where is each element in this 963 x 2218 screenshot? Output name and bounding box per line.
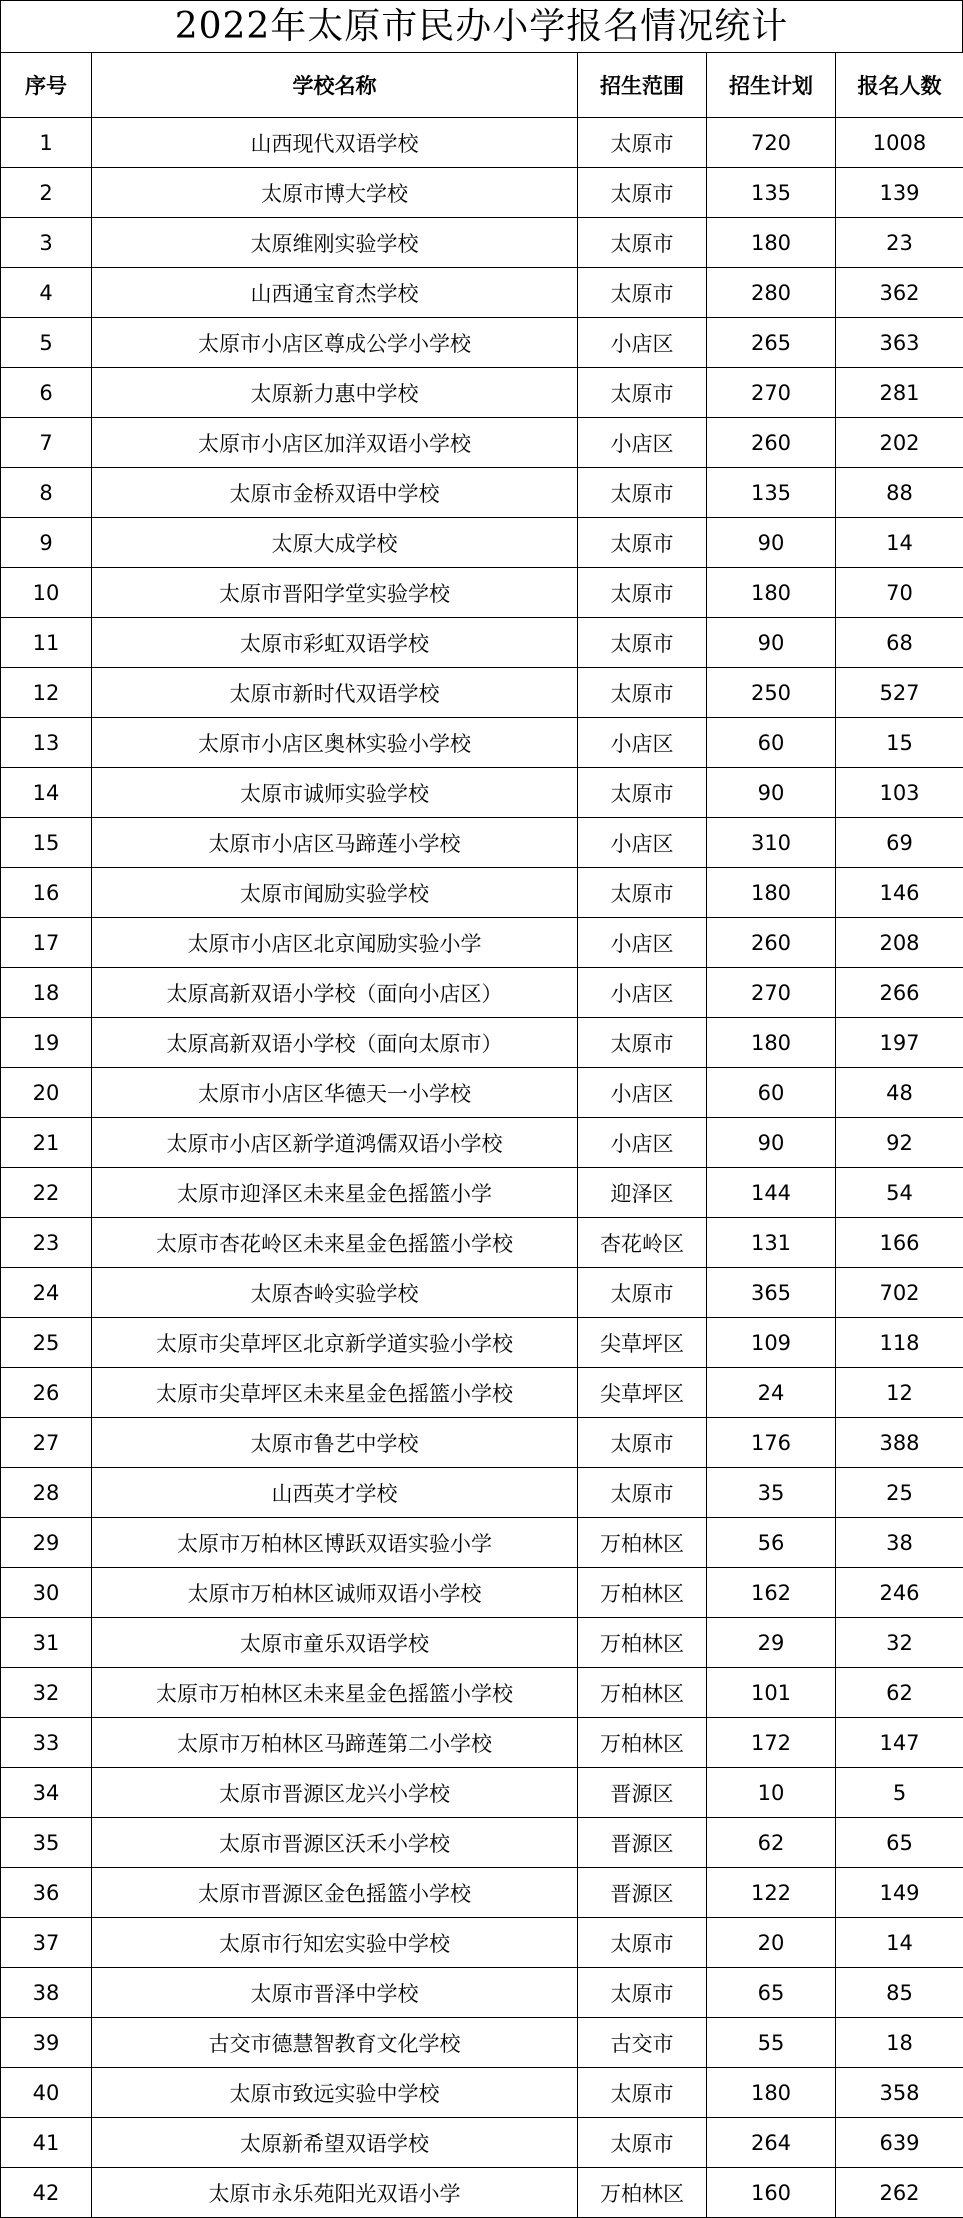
applicant-count-cell: 103 [836, 768, 963, 818]
row-no-cell: 27 [1, 1418, 92, 1468]
table-row [1, 1118, 963, 1168]
table-row [1, 2118, 963, 2168]
enrollment-plan-cell: 180 [707, 2068, 836, 2118]
school-name-cell: 太原高新双语小学校（面向太原市） [92, 1018, 578, 1068]
table-row [1, 1018, 963, 1068]
enrollment-plan-cell: 250 [707, 668, 836, 718]
enrollment-range-cell: 万柏林区 [578, 1518, 707, 1568]
enrollment-range-cell: 太原市 [578, 1918, 707, 1968]
table-row [1, 218, 963, 268]
table-row [1, 1568, 963, 1618]
table-row [1, 318, 963, 368]
enrollment-plan-cell: 122 [707, 1868, 836, 1918]
applicant-count-cell: 68 [836, 618, 963, 668]
row-no-cell: 30 [1, 1568, 92, 1618]
applicant-count-cell: 702 [836, 1268, 963, 1318]
school-name-cell: 太原维刚实验学校 [92, 218, 578, 268]
applicant-count-cell: 32 [836, 1618, 963, 1668]
enrollment-plan-cell: 270 [707, 368, 836, 418]
row-no-cell: 29 [1, 1518, 92, 1568]
row-no-cell: 42 [1, 2168, 92, 2218]
applicant-count-cell: 14 [836, 518, 963, 568]
row-no-cell: 17 [1, 918, 92, 968]
applicant-count-cell: 262 [836, 2168, 963, 2218]
table-row [1, 618, 963, 668]
table-row [1, 1618, 963, 1668]
enrollment-plan-cell: 172 [707, 1718, 836, 1768]
table-row [1, 1368, 963, 1418]
table-row [1, 668, 963, 718]
header-no: 序号 [1, 53, 92, 118]
school-name-cell: 太原市小店区马蹄莲小学校 [92, 818, 578, 868]
applicant-count-cell: 92 [836, 1118, 963, 1168]
enrollment-range-cell: 尖草坪区 [578, 1368, 707, 1418]
applicant-count-cell: 166 [836, 1218, 963, 1268]
enrollment-range-cell: 太原市 [578, 1018, 707, 1068]
table-row [1, 1318, 963, 1368]
row-no-cell: 23 [1, 1218, 92, 1268]
school-name-cell: 太原市万柏林区未来星金色摇篮小学校 [92, 1668, 578, 1718]
school-name-cell: 太原市闻励实验学校 [92, 868, 578, 918]
applicant-count-cell: 118 [836, 1318, 963, 1368]
enrollment-range-cell: 万柏林区 [578, 1718, 707, 1768]
row-no-cell: 22 [1, 1168, 92, 1218]
enrollment-range-cell: 太原市 [578, 118, 707, 168]
school-name-cell: 太原市迎泽区未来星金色摇篮小学 [92, 1168, 578, 1218]
school-name-cell: 太原市新时代双语学校 [92, 668, 578, 718]
table-row [1, 1268, 963, 1318]
enrollment-range-cell: 杏花岭区 [578, 1218, 707, 1268]
enrollment-range-cell: 万柏林区 [578, 1668, 707, 1718]
enrollment-plan-cell: 60 [707, 718, 836, 768]
enrollment-plan-cell: 24 [707, 1368, 836, 1418]
enrollment-plan-cell: 260 [707, 418, 836, 468]
enrollment-range-cell: 小店区 [578, 1068, 707, 1118]
enrollment-range-cell: 太原市 [578, 618, 707, 668]
row-no-cell: 7 [1, 418, 92, 468]
applicant-count-cell: 5 [836, 1768, 963, 1818]
enrollment-range-cell: 太原市 [578, 1418, 707, 1468]
applicant-count-cell: 246 [836, 1568, 963, 1618]
applicant-count-cell: 266 [836, 968, 963, 1018]
row-no-cell: 3 [1, 218, 92, 268]
table-row [1, 368, 963, 418]
applicant-count-cell: 62 [836, 1668, 963, 1718]
enrollment-range-cell: 万柏林区 [578, 1568, 707, 1618]
enrollment-plan-cell: 310 [707, 818, 836, 868]
enrollment-range-cell: 小店区 [578, 968, 707, 1018]
school-name-cell: 太原市金桥双语中学校 [92, 468, 578, 518]
row-no-cell: 35 [1, 1818, 92, 1868]
enrollment-plan-cell: 90 [707, 518, 836, 568]
school-name-cell: 太原新希望双语学校 [92, 2118, 578, 2168]
row-no-cell: 33 [1, 1718, 92, 1768]
applicant-count-cell: 18 [836, 2018, 963, 2068]
header-enrollment-range: 招生范围 [578, 53, 707, 118]
table-row [1, 1668, 963, 1718]
row-no-cell: 12 [1, 668, 92, 718]
school-name-cell: 太原市诚师实验学校 [92, 768, 578, 818]
enrollment-plan-cell: 60 [707, 1068, 836, 1118]
enrollment-range-cell: 太原市 [578, 168, 707, 218]
header-school-name: 学校名称 [92, 53, 578, 118]
school-name-cell: 太原市小店区北京闻励实验小学 [92, 918, 578, 968]
enrollment-plan-cell: 90 [707, 1118, 836, 1168]
enrollment-range-cell: 小店区 [578, 318, 707, 368]
enrollment-plan-cell: 55 [707, 2018, 836, 2068]
table-row [1, 568, 963, 618]
enrollment-plan-cell: 365 [707, 1268, 836, 1318]
applicant-count-cell: 54 [836, 1168, 963, 1218]
table-row [1, 968, 963, 1018]
row-no-cell: 25 [1, 1318, 92, 1368]
row-no-cell: 16 [1, 868, 92, 918]
enrollment-range-cell: 太原市 [578, 568, 707, 618]
applicant-count-cell: 197 [836, 1018, 963, 1068]
school-name-cell: 太原市行知宏实验中学校 [92, 1918, 578, 1968]
enrollment-range-cell: 太原市 [578, 768, 707, 818]
row-no-cell: 21 [1, 1118, 92, 1168]
applicant-count-cell: 147 [836, 1718, 963, 1768]
row-no-cell: 36 [1, 1868, 92, 1918]
school-name-cell: 太原市博大学校 [92, 168, 578, 218]
enrollment-plan-cell: 56 [707, 1518, 836, 1568]
school-name-cell: 太原市小店区新学道鸿儒双语小学校 [92, 1118, 578, 1168]
school-name-cell: 太原市鲁艺中学校 [92, 1418, 578, 1468]
row-no-cell: 9 [1, 518, 92, 568]
enrollment-range-cell: 太原市 [578, 1968, 707, 2018]
school-name-cell: 山西英才学校 [92, 1468, 578, 1518]
table-row [1, 1518, 963, 1568]
applicant-count-cell: 88 [836, 468, 963, 518]
applicant-count-cell: 12 [836, 1368, 963, 1418]
applicant-count-cell: 70 [836, 568, 963, 618]
school-name-cell: 太原市晋源区金色摇篮小学校 [92, 1868, 578, 1918]
table-row [1, 268, 963, 318]
enrollment-range-cell: 晋源区 [578, 1818, 707, 1868]
enrollment-plan-cell: 90 [707, 768, 836, 818]
applicant-count-cell: 14 [836, 1918, 963, 1968]
school-name-cell: 太原市晋泽中学校 [92, 1968, 578, 2018]
applicant-count-cell: 202 [836, 418, 963, 468]
table-row [1, 2168, 963, 2218]
table-row [1, 418, 963, 468]
school-name-cell: 太原市小店区尊成公学小学校 [92, 318, 578, 368]
school-name-cell: 太原市童乐双语学校 [92, 1618, 578, 1668]
enrollment-plan-cell: 35 [707, 1468, 836, 1518]
enrollment-range-cell: 晋源区 [578, 1768, 707, 1818]
school-name-cell: 太原市晋源区沃禾小学校 [92, 1818, 578, 1868]
row-no-cell: 34 [1, 1768, 92, 1818]
enrollment-range-cell: 太原市 [578, 468, 707, 518]
enrollment-plan-cell: 720 [707, 118, 836, 168]
enrollment-range-cell: 古交市 [578, 2018, 707, 2068]
table-row [1, 1818, 963, 1868]
applicant-count-cell: 69 [836, 818, 963, 868]
school-name-cell: 太原高新双语小学校（面向小店区） [92, 968, 578, 1018]
table-row [1, 1968, 963, 2018]
applicant-count-cell: 25 [836, 1468, 963, 1518]
applicant-count-cell: 363 [836, 318, 963, 368]
enrollment-plan-cell: 265 [707, 318, 836, 368]
table-row [1, 1218, 963, 1268]
enrollment-range-cell: 小店区 [578, 418, 707, 468]
row-no-cell: 39 [1, 2018, 92, 2068]
table-row [1, 868, 963, 918]
row-no-cell: 41 [1, 2118, 92, 2168]
enrollment-range-cell: 太原市 [578, 868, 707, 918]
table-row [1, 1168, 963, 1218]
enrollment-range-cell: 太原市 [578, 2068, 707, 2118]
table-row [1, 768, 963, 818]
enrollment-plan-cell: 109 [707, 1318, 836, 1368]
enrollment-range-cell: 万柏林区 [578, 2168, 707, 2218]
table-row [1, 2018, 963, 2068]
enrollment-range-cell: 小店区 [578, 1118, 707, 1168]
school-name-cell: 太原市晋阳学堂实验学校 [92, 568, 578, 618]
enrollment-range-cell: 迎泽区 [578, 1168, 707, 1218]
table-row [1, 2068, 963, 2118]
applicant-count-cell: 1008 [836, 118, 963, 168]
enrollment-plan-cell: 131 [707, 1218, 836, 1268]
enrollment-range-cell: 万柏林区 [578, 1618, 707, 1668]
table-row [1, 1468, 963, 1518]
table-row [1, 818, 963, 868]
enrollment-plan-cell: 180 [707, 218, 836, 268]
school-name-cell: 太原市彩虹双语学校 [92, 618, 578, 668]
applicant-count-cell: 15 [836, 718, 963, 768]
enrollment-plan-cell: 90 [707, 618, 836, 668]
school-name-cell: 太原市万柏林区马蹄莲第二小学校 [92, 1718, 578, 1768]
school-name-cell: 太原杏岭实验学校 [92, 1268, 578, 1318]
table-row [1, 718, 963, 768]
enrollment-plan-cell: 176 [707, 1418, 836, 1468]
enrollment-plan-cell: 260 [707, 918, 836, 968]
row-no-cell: 13 [1, 718, 92, 768]
enrollment-range-cell: 小店区 [578, 918, 707, 968]
row-no-cell: 5 [1, 318, 92, 368]
enrollment-range-cell: 太原市 [578, 368, 707, 418]
row-no-cell: 32 [1, 1668, 92, 1718]
enrollment-plan-cell: 180 [707, 868, 836, 918]
applicant-count-cell: 38 [836, 1518, 963, 1568]
applicant-count-cell: 527 [836, 668, 963, 718]
row-no-cell: 15 [1, 818, 92, 868]
enrollment-table [0, 52, 963, 2218]
school-name-cell: 太原市小店区奥林实验小学校 [92, 718, 578, 768]
applicant-count-cell: 208 [836, 918, 963, 968]
row-no-cell: 24 [1, 1268, 92, 1318]
enrollment-range-cell: 太原市 [578, 1468, 707, 1518]
enrollment-plan-cell: 144 [707, 1168, 836, 1218]
table-row [1, 1918, 963, 1968]
school-name-cell: 太原市万柏林区诚师双语小学校 [92, 1568, 578, 1618]
row-no-cell: 6 [1, 368, 92, 418]
row-no-cell: 4 [1, 268, 92, 318]
table-row [1, 1418, 963, 1468]
row-no-cell: 8 [1, 468, 92, 518]
school-name-cell: 太原市致远实验中学校 [92, 2068, 578, 2118]
enrollment-range-cell: 太原市 [578, 2118, 707, 2168]
school-name-cell: 太原大成学校 [92, 518, 578, 568]
enrollment-range-cell: 小店区 [578, 818, 707, 868]
applicant-count-cell: 65 [836, 1818, 963, 1868]
row-no-cell: 37 [1, 1918, 92, 1968]
enrollment-plan-cell: 135 [707, 168, 836, 218]
table-header [1, 53, 963, 118]
table-row [1, 1068, 963, 1118]
table-row [1, 1768, 963, 1818]
school-name-cell: 古交市德慧智教育文化学校 [92, 2018, 578, 2068]
enrollment-range-cell: 尖草坪区 [578, 1318, 707, 1368]
table-row [1, 918, 963, 968]
row-no-cell: 26 [1, 1368, 92, 1418]
school-name-cell: 太原市永乐苑阳光双语小学 [92, 2168, 578, 2218]
table-row [1, 168, 963, 218]
applicant-count-cell: 146 [836, 868, 963, 918]
enrollment-plan-cell: 29 [707, 1618, 836, 1668]
enrollment-range-cell: 小店区 [578, 718, 707, 768]
row-no-cell: 28 [1, 1468, 92, 1518]
applicant-count-cell: 281 [836, 368, 963, 418]
row-no-cell: 38 [1, 1968, 92, 2018]
enrollment-range-cell: 太原市 [578, 668, 707, 718]
row-no-cell: 2 [1, 168, 92, 218]
enrollment-plan-cell: 101 [707, 1668, 836, 1718]
enrollment-plan-cell: 135 [707, 468, 836, 518]
row-no-cell: 10 [1, 568, 92, 618]
applicant-count-cell: 639 [836, 2118, 963, 2168]
row-no-cell: 1 [1, 118, 92, 168]
school-name-cell: 太原市尖草坪区未来星金色摇篮小学校 [92, 1368, 578, 1418]
enrollment-plan-cell: 62 [707, 1818, 836, 1868]
enrollment-range-cell: 太原市 [578, 518, 707, 568]
table-body [1, 118, 963, 2218]
enrollment-plan-cell: 20 [707, 1918, 836, 1968]
table-row [1, 1718, 963, 1768]
enrollment-plan-cell: 180 [707, 1018, 836, 1068]
enrollment-range-cell: 太原市 [578, 268, 707, 318]
enrollment-plan-cell: 280 [707, 268, 836, 318]
row-no-cell: 20 [1, 1068, 92, 1118]
row-no-cell: 11 [1, 618, 92, 668]
applicant-count-cell: 358 [836, 2068, 963, 2118]
row-no-cell: 18 [1, 968, 92, 1018]
row-no-cell: 31 [1, 1618, 92, 1668]
row-no-cell: 14 [1, 768, 92, 818]
applicant-count-cell: 388 [836, 1418, 963, 1468]
applicant-count-cell: 23 [836, 218, 963, 268]
enrollment-plan-cell: 264 [707, 2118, 836, 2168]
header-applicant-count: 报名人数 [836, 53, 963, 118]
header-enrollment-plan: 招生计划 [707, 53, 836, 118]
school-name-cell: 太原市小店区华德天一小学校 [92, 1068, 578, 1118]
enrollment-range-cell: 晋源区 [578, 1868, 707, 1918]
applicant-count-cell: 149 [836, 1868, 963, 1918]
school-name-cell: 太原市晋源区龙兴小学校 [92, 1768, 578, 1818]
enrollment-plan-cell: 270 [707, 968, 836, 1018]
enrollment-plan-cell: 10 [707, 1768, 836, 1818]
table-row [1, 118, 963, 168]
table-row [1, 518, 963, 568]
enrollment-plan-cell: 162 [707, 1568, 836, 1618]
enrollment-plan-cell: 65 [707, 1968, 836, 2018]
header-row [1, 53, 963, 118]
page-title: 2022年太原市民办小学报名情况统计 [0, 0, 963, 52]
school-name-cell: 太原新力惠中学校 [92, 368, 578, 418]
applicant-count-cell: 139 [836, 168, 963, 218]
school-name-cell: 太原市小店区加洋双语小学校 [92, 418, 578, 468]
enrollment-plan-cell: 160 [707, 2168, 836, 2218]
table-row [1, 468, 963, 518]
row-no-cell: 40 [1, 2068, 92, 2118]
table-row [1, 1868, 963, 1918]
school-name-cell: 太原市尖草坪区北京新学道实验小学校 [92, 1318, 578, 1368]
row-no-cell: 19 [1, 1018, 92, 1068]
applicant-count-cell: 48 [836, 1068, 963, 1118]
enrollment-plan-cell: 180 [707, 568, 836, 618]
school-name-cell: 太原市万柏林区博跃双语实验小学 [92, 1518, 578, 1568]
applicant-count-cell: 362 [836, 268, 963, 318]
enrollment-range-cell: 太原市 [578, 218, 707, 268]
school-name-cell: 山西现代双语学校 [92, 118, 578, 168]
school-name-cell: 太原市杏花岭区未来星金色摇篮小学校 [92, 1218, 578, 1268]
school-name-cell: 山西通宝育杰学校 [92, 268, 578, 318]
enrollment-range-cell: 太原市 [578, 1268, 707, 1318]
applicant-count-cell: 85 [836, 1968, 963, 2018]
